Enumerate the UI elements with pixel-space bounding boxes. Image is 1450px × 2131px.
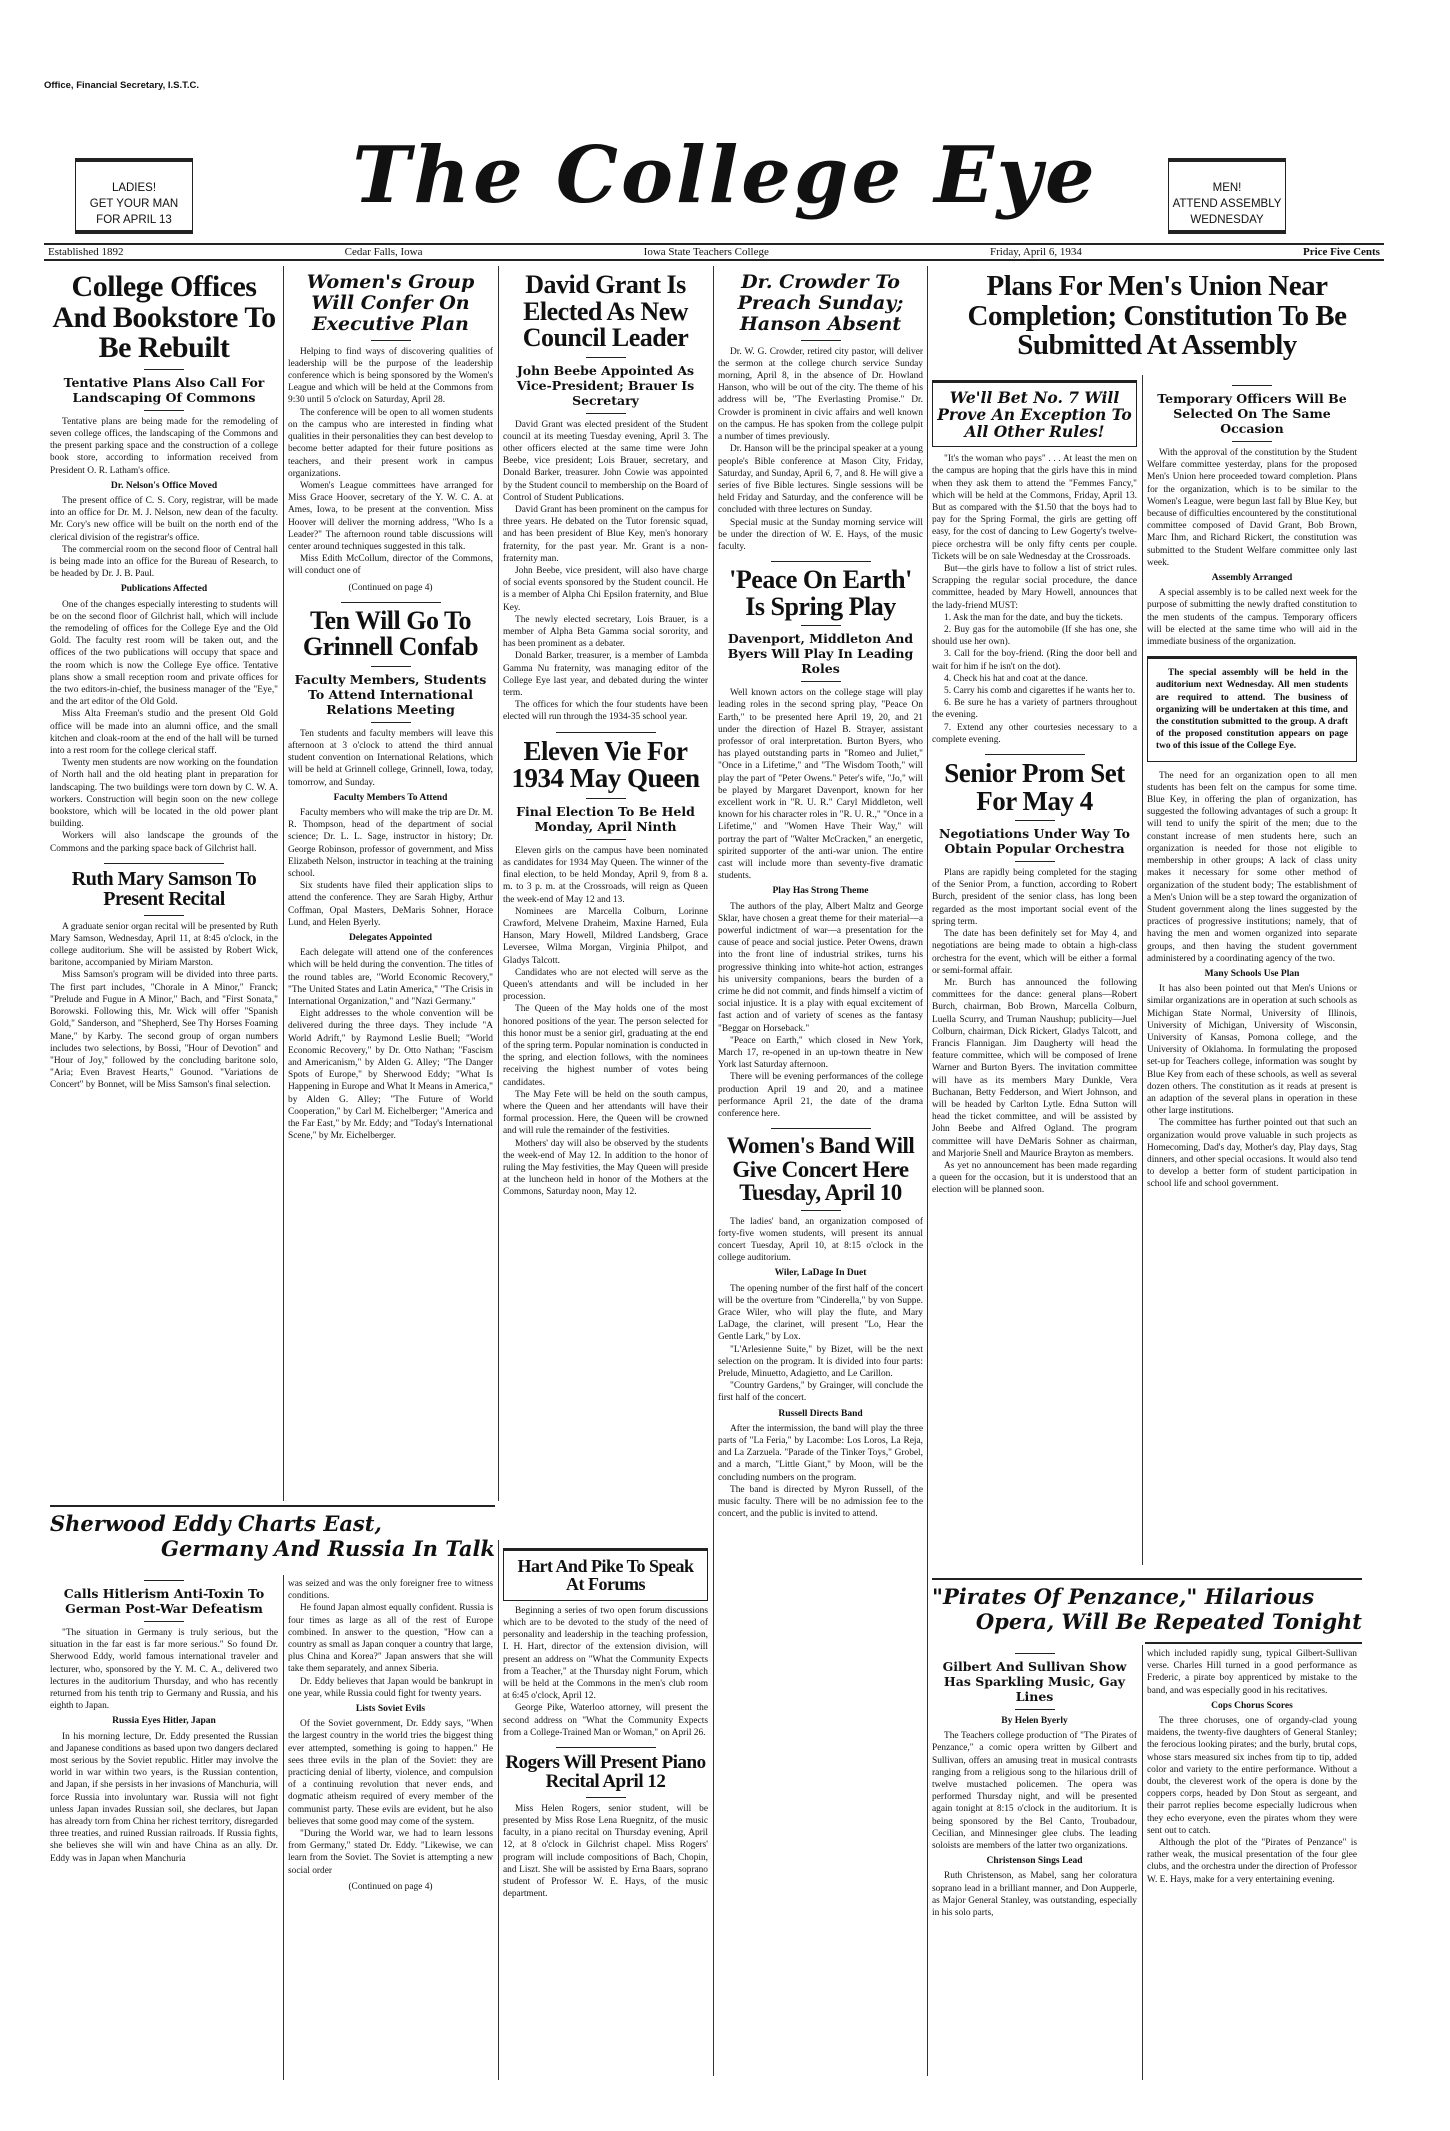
paragraph: One of the changes especially interesting to students will be on the second floor of Gilchrist hall, which will include the remodeling of offices for the College Eye and the Old Gold. The faculty rest room will be taken out, and the offices of the two publications will occupy that space and the room which is now the College Eye office. Tentative plans show a small reception room and private offices for the two editors-in-chief, the business manager of the "Eye," and the art editor of the Old Gold.	[50, 599, 278, 708]
paragraph: The newly elected secretary, Lois Brauer, is a member of Alpha Beta Gamma social sorority, and has been prominent as a debater.	[503, 614, 708, 650]
headline: College Offices And Bookstore To Be Rebuilt	[52, 270, 276, 365]
paragraph: Donald Barker, treasurer, is a member of Lambda Gamma Nu fraternity, was managing editor of the College Eye last year, and debated during the winter term.	[503, 651, 708, 699]
subhead: Russia Eyes Hitler, Japan	[112, 1716, 216, 1727]
subhead: Lists Soviet Evils	[355, 1704, 426, 1715]
headline: Hart And Pike To Speak At Forums	[517, 1556, 694, 1595]
paragraph: "It's the woman who pays" . . . At least the men on the campus are hoping that the girls have this in mind when they ask them to attend the "Femmes Fancy," which will be held at the Commons, Friday, April 13. But as compared with the $1.50 that the boys had to pay for the Spring Formal, the girls are getting off easy, for the cost of dancing to Lew Gogerty's twelve-piece orchestra will be only fifty cents per couple. Tickets will be on sale Wednesday at the Crossroads.	[932, 454, 1137, 562]
paragraph: The Teachers college production of "The Pirates of Penzance," a comic opera written by Gilbert and Sullivan, offers an amusing treat in musical contrasts ranging from a religious song to the hilarious drill of twelve mustached policemen. The opera was performed Thursday night, and will be presented again tonight at 8:15 o'clock in the auditorium. It is being sponsored by the Bel Canto, Troubadour, Cecilian, and Minnesinger glee clubs. The leading soloists are members of the latter two organizations.	[932, 1731, 1137, 1852]
paragraph: Special music at the Sunday morning service will be under the direction of W. E. Hays, of the music faculty.	[718, 517, 923, 552]
paragraph: Miss Edith McCollum, director of the Commons, will conduct one of	[288, 554, 493, 577]
article-crowder	[718, 270, 923, 2075]
divider	[556, 1747, 656, 1748]
deck: Final Election To Be Held Monday, April Ninth	[516, 803, 695, 834]
paragraph: Eleven girls on the campus have been nominated as candidates for 1934 May Queen. The winner of the final election, to be held Monday, April 9, from 8 a. m. to 3 p. m. at the Crossroads, will reign as Queen the week-end of May 12 and 13.	[503, 845, 708, 905]
subhead: Dr. Nelson's Office Moved	[110, 480, 218, 491]
article-eddy-cont	[288, 1578, 493, 2078]
paragraph: He found Japan almost equally confident. Russia is four times as large as all of the rest of Europe combined. In answer to the question, "How can a country as small as Japan conquer a country that large, plus China and Korea?" Japan answers that she will take them separately, and annex Siberia.	[288, 1603, 493, 1675]
article-no7	[932, 380, 1137, 1560]
paragraph: The need for an organization open to all men students has been felt on the campus for some time. Blue Key, in offering the plan of organization, has suggested the following advantages of such a group: It will tend to unify the spirit of the men; due to the constant increase of men students here, such an organization is needed for those not eligible to membership in other groups; A lack of class unity makes it necessary for some other method of organization of the student body; The establishment of a Men's Union will be a step toward the organization of Student government along the lines suggested by the practices of progressive institutions; namely, that of having the men and women organized into separate groups, and then having the student government administered by a coordinating agency of the two.	[1147, 770, 1357, 964]
headline: Rogers Will Present Piano Recital April 12	[505, 1751, 706, 1793]
paragraph: John Beebe, vice president, will also have charge of social events sponsored by the Student council. He is a member of Alpha Chi Epsilon fraternity, and Blue Key.	[503, 565, 708, 613]
divider	[144, 1580, 184, 1581]
divider	[771, 1128, 871, 1129]
deck: Faculty Members, Students To Attend International Relations Meeting	[294, 671, 487, 717]
subhead: Christenson Sings Lead	[986, 1856, 1083, 1867]
paragraph: Women's League committees have arranged for Miss Grace Hoover, secretary of the Y. W. C. A. at Ames, Iowa, to be present at the convention. Miss Hoover will deliver the morning address, "Who Is a Leader?" The afternoon round table discussions will center around techniques suggested in this talk.	[288, 480, 493, 552]
headline: Women's Band Will Give Concert Here Tuesday, April 10	[726, 1133, 915, 1206]
paragraph: The conference will be open to all women students on the campus who are interested in finding what qualities in their personalities they can best develop to become better adapted for their future positions as teachers, and their present work in campus organizations.	[288, 407, 493, 479]
rule-item: 7. Extend any other courtesies necessary to a complete evening.	[932, 722, 1137, 745]
article-offices	[50, 270, 278, 1500]
divider	[586, 413, 626, 414]
headline-box	[932, 380, 1137, 447]
divider	[771, 561, 871, 562]
paragraph: Mothers' day will also be observed by the students the week-end of May 12. In addition to the honor of ruling the May festivities, the May Queen will preside at the luncheon held in honor of the Mothers at the Commons, Saturday noon, May 12.	[503, 1138, 708, 1198]
rule-item: 2. Buy gas for the automobile (If she has one, she should use her own).	[932, 624, 1137, 648]
paragraph: The date has been definitely set for May 4, and negotiations are being made to obtain a high-class orchestra for the event, which will be either a formal or semi-formal affair.	[932, 929, 1137, 976]
divider	[144, 1621, 184, 1622]
column-rule	[498, 266, 499, 1501]
headline-line1: Sherwood Eddy Charts East,	[50, 1511, 382, 1536]
divider	[341, 602, 441, 603]
paragraph: Plans are rapidly being completed for the staging of the Senior Prom, a function, according to Robert Burch, president of the senior class, has long been regarded as the most important social event of the spring term.	[932, 868, 1137, 927]
paragraph: The three choruses, one of organdy-clad young maidens, the twenty-five daughters of General Stanley; the ferocious looking pirates; and the burly, brutal cops, whose stars measured six inches from tip to tip, added color and variety to the entire performance. Without a doubt, the cleverest work of the opera is done by the coppers corps, headed by Don Stout as sergeant, and their parrot replies become especially ludicrous when they echo everyone, even the pirates whom they were sent out to catch.	[1147, 1716, 1357, 1836]
deck: Calls Hitlerism Anti-Toxin To German Post-War Defeatism	[63, 1586, 265, 1616]
section-rule	[932, 1578, 1362, 1580]
paragraph: Faculty members who will make the trip are Dr. M. R. Thompson, head of the department of social science; Dr. L. L. Sage, instructor in history; Dr. George Robinson, professor of government, and Miss Elizabeth Nelson, instructor in teaching at the training school.	[288, 807, 493, 879]
paragraph: Miss Helen Rogers, senior student, will be presented by Miss Rose Lena Ruegnitz, of the music faculty, in a piano recital on Thursday evening, April 12, at 8 o'clock in Gilchrist chapel. Miss Rogers' program will include compositions of Bach, Chopin, and Liszt. She will be assisted by Erna Baars, soprano student of Professor W. E. Hays, of the music department.	[503, 1803, 708, 1900]
column-rule	[927, 266, 928, 2076]
divider	[801, 625, 841, 626]
headline: Dr. Crowder To Preach Sunday; Hanson Absent	[737, 271, 904, 335]
paragraph: Miss Samson's program will be divided into three parts. The first part includes, "Chorale in A Minor," Franck; "Prelude and Fugue in A Minor," Bach, and "First Sonata," Borowski. Following this, Mr. Wick will offer "Spanish Gold," Sanderson, and "Shepherd, See Thy Horses Foaming Mane," by Karby. The second group of organ numbers includes two selections, by Bossi, "Hour of Devotion" and "Hour of Joy," followed by the concluding baritone solo, "Aria; Even Bravest Hearts," Gounod. "Variations de Concert" by Bonnet, will be Miss Samson's final selection.	[50, 970, 278, 1091]
paragraph: Dr. Hanson will be the principal speaker at a young people's Bible conference at Mason City, Friday, Saturday, and Sunday, April 6, 7, and 8. He will give a series of five Bible lectures. Single sessions will be held Friday and Saturday, and the conference will be concluded with three lectures on Sunday.	[718, 444, 923, 516]
assembly-notice-box	[1147, 656, 1357, 761]
divider	[1015, 820, 1055, 821]
paragraph: "The situation in Germany is truly serious, but the situation in the far east is far more serious." So found Dr. Sherwood Eddy, world famous international traveler and lecturer, who, sponsored by the Y. M. C. A., delivered two lectures in the auditorium Thursday, and who has recently returned from his tenth trip to Germany and Russia, and his eighth to Japan.	[50, 1628, 278, 1712]
paragraph: Tentative plans are being made for the remodeling of seven college offices, the landscaping of the Commons and the present parking space and the construction of a college book store, according to information received from President O. R. Latham's office.	[50, 416, 278, 476]
right-ear-box	[1168, 158, 1286, 234]
paragraph: The present office of C. S. Cory, registrar, will be made into an office for Dr. M. J. Nelson, new dean of the faculty. Mr. Cory's new office will be built on the north end of the clerical division of the registrar's office.	[50, 496, 278, 543]
subhead: Play Has Strong Theme	[772, 886, 869, 897]
column-rule	[1142, 1645, 1143, 2080]
paragraph: Nominees are Marcella Colburn, Lorinne Crawford, Melvene Draheim, Maxine Harned, Eula Hanson, Mary Howell, Mildred Landsberg, Grace Leversee, Wilma Morgan, Virginia Philpot, and Gladys Talcott.	[503, 906, 708, 966]
paragraph: "Country Gardens," by Grainger, will conclude the first half of the concert.	[718, 1381, 923, 1404]
divider	[586, 1797, 626, 1798]
left-ear-line: LADIES!	[111, 182, 157, 194]
pirates-banner	[932, 1583, 1362, 1635]
price: Price Five Cents	[1303, 246, 1380, 258]
left-ear-line: GET YOUR MAN	[89, 198, 179, 210]
headline-line2: Opera, Will Be Repeated Tonight	[975, 1609, 1362, 1635]
divider	[1015, 1653, 1055, 1654]
divider	[1015, 1709, 1055, 1710]
paragraph: was seized and was the only foreigner free to witness conditions.	[288, 1579, 493, 1602]
divider	[104, 863, 224, 864]
headline: Women's Group Will Confer On Executive Plan	[306, 271, 475, 335]
paragraph: "L'Arlesienne Suite," by Bizet, will be the next selection on the program. It is divided into four parts: Prelude, Minuetto, Adagietto, and Le Carillon.	[718, 1344, 923, 1380]
paragraph: Mr. Burch has announced the following committees for the dance: general plans—Robert Burch, chairman, Bob Brown, Marcella Colburn, Luella Scurry, and Truman Naushup; publicity—Juel Colburn, chairman, Dick Rickert, Gladys Talcott, and Francis Flannigan. Jim Daugherty will head the feature committee, which will be composed of Irene Warner and Burton Byers. The invitation committee will have as its members Mary Dunkle, Vera Buchanan, Betty Fedderson, and Wiert Johnson, and will be headed by Carlton Lytle. Edna Sutton will head the ticket committee, and will be assisted by John Beebe and Alfred Ogland. The program committee will have DeMaris Sohner as chairman, and Marjorie Snell and Maurice Brayton as members.	[932, 977, 1137, 1159]
divider	[801, 1210, 841, 1211]
paragraph: Helping to find ways of discovering qualities of leadership will be the purpose of the leadership conference which is being sponsored by the Women's League and which will be held at the Commons from 9:30 until 5 o'clock on Saturday, April 28.	[288, 346, 493, 406]
divider	[985, 754, 1085, 755]
paragraph: Ruth Christenson, as Mabel, sang her coloratura soprano lead in a brilliant manner, and Don Aupperle, as Major General Stanley, was outstanding, especially in his solo parts,	[932, 1871, 1137, 1919]
paragraph: George Pike, Waterloo attorney, will present the second address on "What the Community Expects from a College-Trained Man or Woman," on April 26.	[503, 1703, 708, 1738]
paragraph: The May Fete will be held on the south campus, where the Queen and her attendants will have their formal procession. Here, the Queen will be crowned and will rule the remainder of the festivities.	[503, 1089, 708, 1137]
deck: Gilbert And Sullivan Show Has Sparkling Music, Gay Lines	[942, 1659, 1127, 1704]
paragraph: Beginning a series of two open forum discussions which are to be devoted to the study of the need of personality and leadership in the teaching profession, I. H. Hart, director of the extension division, will present an address on "What the Community Expects from a Teacher," at the Thursday night Forum, which will be held at the Commons in the men's club room at 6:45 o'clock, April 12.	[503, 1605, 708, 1702]
divider	[1015, 861, 1055, 862]
paragraph: The Queen of the May holds one of the most honored positions of the year. The person selected for this honor must be a senior girl, graduating at the end of the spring term. Popular nomination is conducted in the spring, and election follows, with the nominees receiving the highest number of votes being candidates.	[503, 1004, 708, 1088]
headline-box	[503, 1548, 708, 1601]
paragraph: The authors of the play, Albert Maltz and George Sklar, have chosen a great theme for their material—a powerful indictment of war—a presentation for the cause of peace and social justice. Peter Owens, drawn into the front line of industrial strikes, turns his progressive thinking into white-hot action, estranges his university companions, bears the burden of a crime he did not commit, and finds himself a victim of social injustice. It is a play with equal excitement of fast action and of variety of scenes as the fantasy "Beggar on Horseback."	[718, 901, 923, 1034]
divider	[1232, 385, 1272, 386]
headline-line2: Germany And Russia In Talk	[161, 1536, 495, 1562]
section-rule	[1145, 1642, 1362, 1644]
column-rule	[1142, 375, 1143, 1565]
divider	[801, 340, 841, 341]
left-ear-box	[75, 158, 193, 234]
deck: Temporary Officers Will Be Selected On The Same Occasion	[1157, 391, 1347, 436]
continued-link[interactable]: (Continued on page 4)	[348, 1881, 433, 1892]
paragraph: The opening number of the first half of the concert will be the overture from "Cinderella," by von Suppe. Grace Wiler, who will play the flute, and Mary LaDage, the clarinet, will present "Lo, Hear the Gentle Lark," by Lox.	[718, 1283, 923, 1343]
divider	[371, 722, 411, 723]
column-rule	[283, 1575, 284, 2080]
section-rule	[50, 1505, 495, 1507]
paragraph: But—the girls have to follow a list of strict rules. Scrapping the regular social procedure, the dance committee, headed by Mary Howell, announces that the lady-friend MUST:	[932, 563, 1137, 611]
divider	[371, 340, 411, 341]
city: Cedar Falls, Iowa	[344, 246, 423, 258]
headline: Ruth Mary Samson To Present Recital	[71, 867, 257, 911]
divider	[586, 839, 626, 840]
divider	[371, 666, 411, 667]
dateline-bar	[44, 243, 1384, 261]
subhead: Cops Chorus Scores	[1211, 1700, 1293, 1711]
eddy-banner	[50, 1510, 495, 1562]
paragraph: Twenty men students are now working on the foundation of North hall and the old heating plant in preparation for landscaping. The two buildings were torn down by C. W. A. workers. Construction will begin soon on the new college bookstore, which will be located in the old power plant building.	[50, 758, 278, 830]
headline: 'Peace On Earth' Is Spring Play	[729, 565, 912, 621]
paragraph: It has also been pointed out that Men's Unions or similar organizations are in operation at such schools as Michigan State Normal, University of Illinois, University of Michigan, University of Wisconsin, University of Kansas, Pomona college, and the University of Oklahoma. In formulating the proposed set-up for Teachers college, information was sought by Blue Key from each of these schools, as well as several dozen others. The constitution as it reads at present is an adaption of the several plans in operation in these other large institutions.	[1147, 984, 1357, 1117]
divider	[586, 357, 626, 358]
paragraph: Dr. Eddy believes that Japan would be bankrupt in one year, while Russia could fight for twenty years.	[288, 1676, 493, 1699]
right-ear-line: MEN!	[1212, 182, 1242, 194]
subhead: Many Schools Use Plan	[1204, 968, 1300, 979]
divider	[144, 369, 184, 370]
issue-date: Friday, April 6, 1934	[989, 246, 1082, 258]
headline: Ten Will Go To Grinnell Confab	[302, 605, 479, 662]
paragraph: In his morning lecture, Dr. Eddy presented the Russian and Japanese conditions as based upon two dangers declared most serious by the Soviet republic. Hitler may involve the world in war within two years, is the Russian contention, and Japan, if she persists in her invasions of Manchuria, will force Russia into involuntary war. Russia will not fight unless Japan invades Russian soil, she declares, but Japan has already torn from China her richest territory, disregarded three treaties, and ruined Russian railroads. If Russia fights, she believes she will win and have China as an ally. Dr. Eddy was in Japan when Manchuria	[50, 1731, 278, 1864]
paragraph: Well known actors on the college stage will play leading roles in the second spring play, "Peace On Earth," to be presented here April 19, 20, and 21 under the direction of Hazel B. Strayer, assistant professor of oral interpretation. Burton Byers, who has played outstanding parts in "Romeo and Juliet," "Once in a Lifetime," and "The Wisdom Tooth," will play the part of "Peter Owens." Peter's wife, "Jo," will be played by Margaret Davenport, known for her excellent work in "R. U. R." Caryl Middleton, well known for his character roles in "R. U. R.," "Once in a Lifetime," and "Women Have Their Way," will portray the part of "Walter McCracken," an energetic, spirited supporter of the anti-war union. The entire cast will include more than seventy-five dramatic students.	[718, 688, 923, 882]
article-pirates	[932, 1648, 1137, 2078]
paragraph: There will be evening performances of the college production April 19 and 20, and a matinee performance April 21, the date of the drama conference here.	[718, 1072, 923, 1120]
subhead: Wiler, LaDage In Duet	[774, 1268, 867, 1279]
paragraph: A special assembly is to be called next week for the purpose of submitting the newly drafted constitution to the men students of the campus. Temporary officers will be elected at the same time who will aid in the immediate business of the organization.	[1147, 588, 1357, 648]
subhead: Delegates Appointed	[348, 933, 433, 944]
column-rule	[713, 266, 714, 2076]
paragraph: Dr. W. G. Crowder, retired city pastor, will deliver the sermon at the college church service Sunday morning, April 8, in the absence of Dr. Howland Hanson, who will be out of the city. The theme of his address will be, "The Everlasting Promise." Dr. Crowder is prominent in civic affairs and well known on the campus. He has spoken from the college pulpit a number of times previously.	[718, 346, 923, 443]
divider	[1232, 441, 1272, 442]
article-pirates-cont	[1147, 1648, 1357, 2078]
deck: Tentative Plans Also Call For Landscaping Of Commons	[63, 374, 265, 405]
byline: By Helen Byerly	[1001, 1716, 1068, 1726]
notice-text: The special assembly will be held in the auditorium next Wednesday. All men students are required to attend. The business of organizing will be undertaken at this time, and the constitution submitted to the group. A draft of the proposed constitution appears on page two of this issue of the College Eye.	[1156, 668, 1348, 752]
rule-item: 1. Ask the man for the date, and buy the tickets.	[944, 612, 1123, 623]
article-womens-group	[288, 270, 493, 1500]
article-mens-union	[1147, 380, 1357, 1560]
paragraph: The commercial room on the second floor of Central hall is being made into an office for the Bureau of Research, to be headed by Dr. J. B. Paul.	[50, 544, 278, 580]
paragraph: Of the Soviet government, Dr. Eddy says, "When the largest country in the world tries the biggest thing ever attempted, something is going to happen." He sees three evils in the plan of the Soviet: they are practicing denial of liberty, violence, and compulsion of a continuing revolution that never ends, and dogmatic atheism required of every member of the communist party. These evils are evident, but he also believes that some good may come of the system.	[288, 1719, 493, 1827]
institution: Iowa State Teachers College	[643, 246, 769, 258]
right-ear-line: WEDNESDAY	[1190, 214, 1264, 226]
subhead: Assembly Arranged	[1211, 573, 1293, 584]
paragraph: Candidates who are not elected will serve as the Queen's attendants and will be included in her procession.	[503, 967, 708, 1003]
rule-item: 3. Call for the boy-friend. (Ring the door bell and wait for him if he isn't on the dot).	[932, 649, 1137, 672]
right-ear-line: ATTEND ASSEMBLY	[1172, 198, 1282, 210]
paragraph: After the intermission, the band will play the three parts of "La Feria," by Lacombe: Los Loros, La Reja, and La Zarzuela. "Parade of the Tinker Toys," Grobel, and a march, "Little Giant," by Moon, will be the concluding numbers on the program.	[718, 1423, 923, 1483]
rule-item: 6. Be sure he has a variety of partners throughout the evening.	[932, 698, 1137, 721]
headline-line1: "Pirates Of Penzance," Hilarious	[932, 1584, 1315, 1609]
subhead: Publications Affected	[120, 584, 208, 595]
paragraph: The band is directed by Myron Russell, of the music faculty. There will be no admission fee to the concert, and the public is invited to attend.	[718, 1484, 923, 1520]
paragraph: Each delegate will attend one of the conferences which will be held during the convention. The titles of the round tables are, "World Economic Recovery," "The United States and Latin America," "The Crisis in International Organization," and "Nazi Germany."	[288, 948, 493, 1008]
deck: John Beebe Appointed As Vice-President; Brauer Is Secretary	[516, 362, 695, 408]
headline: Eleven Vie For 1934 May Queen	[511, 735, 700, 794]
headline: David Grant Is Elected As New Council Leader	[522, 270, 689, 353]
article-grant	[503, 270, 708, 1490]
paragraph: Although the plot of the "Pirates of Penzance" is rather weak, the musical presentation of the four glee clubs, and the orchestra under the direction of Professor W. E. Hays, make for a very entertaining evening.	[1147, 1838, 1357, 1885]
masthead-title: The College Eye	[352, 130, 1098, 221]
paragraph: "Peace on Earth," which closed in New York, March 17, re-opened in an up-town theatre in New York last Saturday afternoon.	[718, 1035, 923, 1071]
rule-item: 4. Check his hat and coat at the dance.	[944, 673, 1088, 684]
paragraph: A graduate senior organ recital will be presented by Ruth Mary Samson, Wednesday, April 11, at 8:45 o'clock, in the college auditorium. She will be assisted by Robert Wick, baritone, accompanied by Miriam Marston.	[50, 921, 278, 969]
paragraph: The ladies' band, an organization composed of forty-five women students, will present its annual concert Tuesday, April 10, at 8:15 o'clock in the college auditorium.	[718, 1216, 923, 1264]
paragraph: Miss Alta Freeman's studio and the present Old Gold office will be made into an alumni office, and the small kitchen and cloak-room at the end of the hall will be turned into a rest room for the college clerical staff.	[50, 709, 278, 757]
mens-union-banner	[932, 270, 1382, 363]
paragraph: Eight addresses to the whole convention will be delivered during the three days. They include "A World Adrift," by Raymond Leslie Buell; "World Economic Recovery," by Dr. Otto Nathan; "Fascism and Americanism," by Alden G. Alley; "The Danger Spots of Europe," by Sherwood Eddy; "What Is Happening in Europe and What It Means in America," by Alden G. Alley; "The Future of World Cooperation," by Carl M. Eichelberger; "America and the Far East," by Mr. Eddy; and "Today's International Scene," by Mr. Eichelberger.	[288, 1009, 493, 1142]
paragraph: The offices for which the four students have been elected will run through the 1934-35 school year.	[503, 700, 708, 723]
article-eddy	[50, 1575, 278, 2075]
column-rule	[283, 266, 284, 1501]
paragraph: which included rapidly sung, typical Gilbert-Sullivan verse. Charles Hill turned in a good performance as Frederic, a pirate boy apprenticed by mistake to the band, and was especially good in his recitatives.	[1147, 1649, 1357, 1696]
established: Established 1892	[48, 246, 124, 258]
paragraph: David Grant has been prominent on the campus for three years. He debated on the Tutor forensic squad, and has been president of Blue Key, men's honorary fraternity, for the past year. Mr. Grant is a non-fraternity man.	[503, 504, 708, 564]
deck: Negotiations Under Way To Obtain Popular Orchestra	[939, 826, 1130, 857]
divider	[586, 798, 626, 799]
divider	[801, 681, 841, 682]
article-hart-pike	[503, 1548, 708, 2078]
deck: Davenport, Middleton And Byers Will Play In Leading Roles	[727, 631, 914, 677]
headline: Senior Prom Set For May 4	[944, 758, 1125, 816]
divider	[144, 410, 184, 411]
divider	[144, 915, 184, 916]
headline: We'll Bet No. 7 Will Prove An Exception To All Other Rules!	[937, 388, 1132, 442]
subhead: Faculty Members To Attend	[333, 792, 448, 803]
continued-link[interactable]: (Continued on page 4)	[348, 582, 433, 593]
paragraph: David Grant was elected president of the Student council at its meeting Tuesday evening, April 3. The other officers elected at the same time were John Beebe, vice president; Lois Brauer, secretary, and Donald Barker, treasurer. John Cowie was appointed by the Student council to membership on the Board of Control of Student Publications.	[503, 419, 708, 503]
paragraph: "During the World war, we had to learn lessons from Germany," stated Dr. Eddy. "Likewise, we can learn from the Soviet. The Soviet is attempting a new social order	[288, 1829, 493, 1876]
rule-item: 5. Carry his comb and cigarettes if he wants her to.	[944, 686, 1136, 696]
paragraph: Workers will also landscape the grounds of the Commons and the parking space back of Gilchrist hall.	[50, 831, 278, 854]
paragraph: As yet no announcement has been made regarding a queen for the occasion, but it is understood that an election will be planned soon.	[932, 1160, 1137, 1196]
headline: Plans For Men's Union Near Completion; Constitution To Be Submitted At Assembly	[967, 270, 1347, 362]
divider	[556, 732, 656, 733]
left-ear-line: FOR APRIL 13	[96, 214, 172, 226]
paragraph: With the approval of the constitution by the Student Welfare committee yesterday, plans for the proposed Men's Union here proceeded toward completion. Plans for the organization, which is to be similar to the Women's League, were begun last fall by Blue Key, but because of difficulties encountered by the constitutional committee composed of David Grant, Bob Brown, Marc Ihm, and Richard Rickert, the constitution was submitted to the Student Welfare committee only last week.	[1147, 448, 1357, 568]
paragraph: Ten students and faculty members will leave this afternoon at 3 o'clock to attend the third annual student convention on International Relations, which will be held at Grinnell college, Grinnell, Iowa, today, tomorrow, and Sunday.	[288, 728, 493, 788]
paragraph: Six students have filed their application slips to attend the conference. They are Sarah Higby, Arthur Coffman, Opal Masters, DeMaris Sohner, Horace Lund, and Helen Byerly.	[288, 881, 493, 928]
column-rule	[498, 1540, 499, 2080]
subhead: Russell Directs Band	[778, 1408, 863, 1419]
paragraph: The committee has further pointed out that such an organization would prove valuable in such projects as Homecoming, Dad's day, Mother's day, Play days, Stag dinners, and other special occasions. It would also tend to develop a better form of student participation in school life and school government.	[1147, 1118, 1357, 1190]
office-stamp: Office, Financial Secretary, I.S.T.C.	[44, 80, 200, 91]
